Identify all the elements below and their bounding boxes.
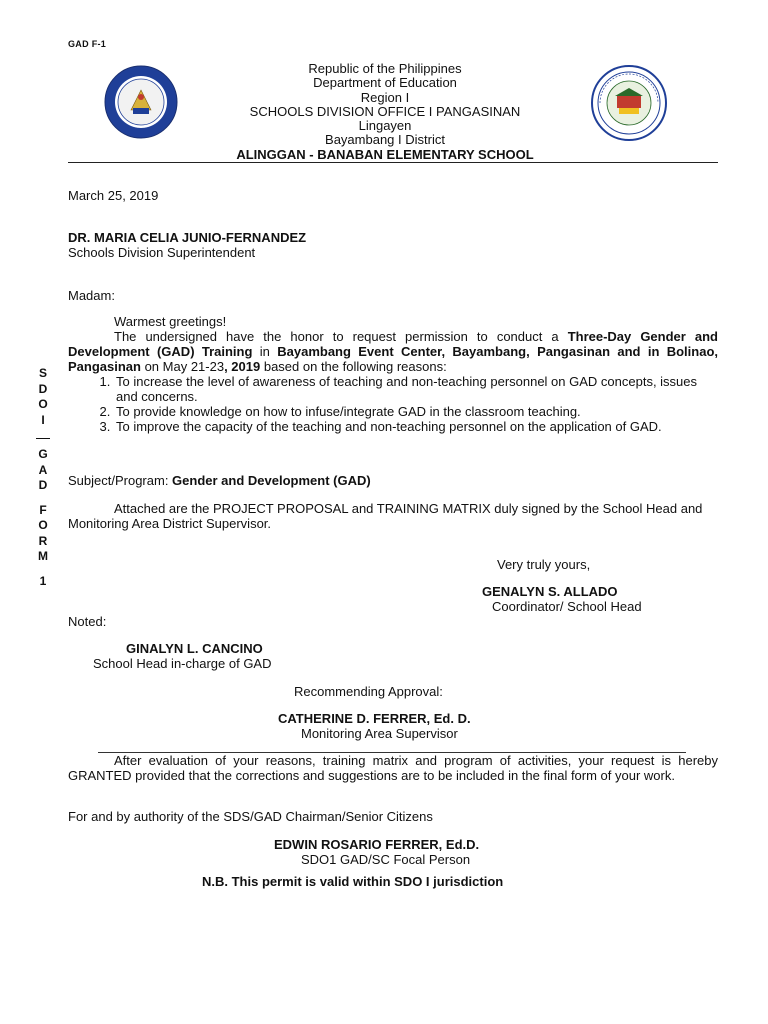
header-school-name: ALINGGAN - BANABAN ELEMENTARY SCHOOL: [236, 146, 534, 162]
noted-title: School Head in-charge of GAD: [93, 656, 272, 671]
training-title: Three-Day Gender and Development (GAD) Training: [68, 329, 718, 359]
side-letter: S: [38, 366, 47, 380]
side-letter: D: [38, 381, 48, 396]
focal-name: EDWIN ROSARIO FERRER, Ed.D.: [274, 837, 480, 852]
header-republic: Republic of the Philippines: [308, 61, 462, 76]
side-letter: I: [41, 412, 45, 427]
reason-item: 1. To increase the level of awareness of teaching and non-teaching personnel on GAD concepts, issues and concerns.: [114, 374, 718, 404]
side-letter: R: [38, 533, 48, 548]
recipient-title: Schools Division Superintendent: [68, 245, 256, 260]
side-letter: A: [38, 462, 48, 477]
focal-title: SDO1 GAD/SC Focal Person: [301, 852, 471, 867]
noted-name: GINALYN L. CANCINO: [126, 641, 263, 656]
request-paragraph: [68, 329, 718, 374]
side-letter: 1: [39, 573, 47, 588]
reason-item: 2. To provide knowledge on how to infuse/integrate GAD in the classroom teaching.: [114, 404, 718, 419]
signer-title: Coordinator/ School Head: [492, 599, 642, 614]
recipient-block: [68, 230, 306, 260]
training-year: , 2019: [224, 359, 261, 374]
side-letter: G: [38, 447, 48, 461]
side-letter: M: [38, 549, 48, 563]
closing: Very truly yours,: [497, 557, 591, 572]
intro-dates: on May 21-23: [140, 359, 225, 374]
signer-name: GENALYN S. ALLADO: [482, 584, 618, 599]
header-department: Department of Education: [313, 75, 457, 91]
intro-text: The undersigned have the honor to request permission to conduct a: [114, 329, 568, 344]
side-letter: O: [38, 518, 48, 532]
intro-reasons: based on the following reasons:: [260, 359, 447, 374]
side-form-label: [36, 366, 50, 589]
header-division: SCHOOLS DIVISION OFFICE I PANGASINAN: [249, 103, 521, 119]
attached-paragraph: Attached are the PROJECT PROPOSAL and TRAINING MATRIX duly signed by the School Head and Monitoring Area District Supervisor.: [68, 501, 703, 531]
header-district: Bayambang I District: [325, 132, 445, 148]
header-region: Region I: [360, 89, 410, 105]
header-city: Lingayen: [358, 118, 412, 134]
reason-item: 3. To improve the capacity of the teaching and non-teaching personnel on the application of GAD.: [114, 419, 718, 434]
recommending-label: Recommending Approval:: [294, 684, 443, 699]
side-dash: [36, 438, 50, 439]
recipient-name: DR. MARIA CELIA JUNIO-FERNANDEZ: [68, 230, 307, 245]
deped-seal-logo: [103, 64, 179, 140]
attached-block: [68, 501, 718, 531]
noted-label: Noted:: [68, 614, 107, 629]
authority-line: For and by authority of the SDS/GAD Chairman/Senior Citizens: [68, 809, 433, 824]
training-venue: Bayambang Event Center, Bayambang, Pangasinan and in Bolinao, Pangasinan: [68, 344, 718, 374]
subject-value: Gender and Development (GAD): [172, 473, 371, 488]
side-letter: O: [38, 397, 48, 411]
side-letter: F: [39, 502, 47, 517]
nb-note: N.B. This permit is valid within SDO I jurisdiction: [202, 874, 504, 889]
header-divider: [68, 162, 718, 163]
reasons-list: [68, 374, 718, 434]
subject-line: [68, 473, 371, 488]
letter-date: March 25, 2019: [68, 188, 159, 203]
sdo-seal-logo: [590, 64, 668, 142]
recommending-title: Monitoring Area Supervisor: [301, 726, 458, 741]
letterhead: [180, 62, 590, 162]
approval-paragraph: After evaluation of your reasons, training matrix and program of activities, your request is hereby GRANTED provided that the corrections and suggestions are to be included in the final form of your work.: [68, 753, 718, 783]
greeting: Warmest greetings!: [114, 314, 227, 329]
subject-label: Subject/Program:: [68, 473, 173, 488]
intro-in: in: [252, 344, 278, 359]
recommending-name: CATHERINE D. FERRER, Ed. D.: [278, 711, 471, 726]
approval-block: [68, 753, 718, 783]
form-code: GAD F-1: [68, 39, 107, 49]
letter-body: [68, 314, 718, 434]
salutation: Madam:: [68, 288, 115, 303]
side-letter: D: [38, 478, 48, 492]
